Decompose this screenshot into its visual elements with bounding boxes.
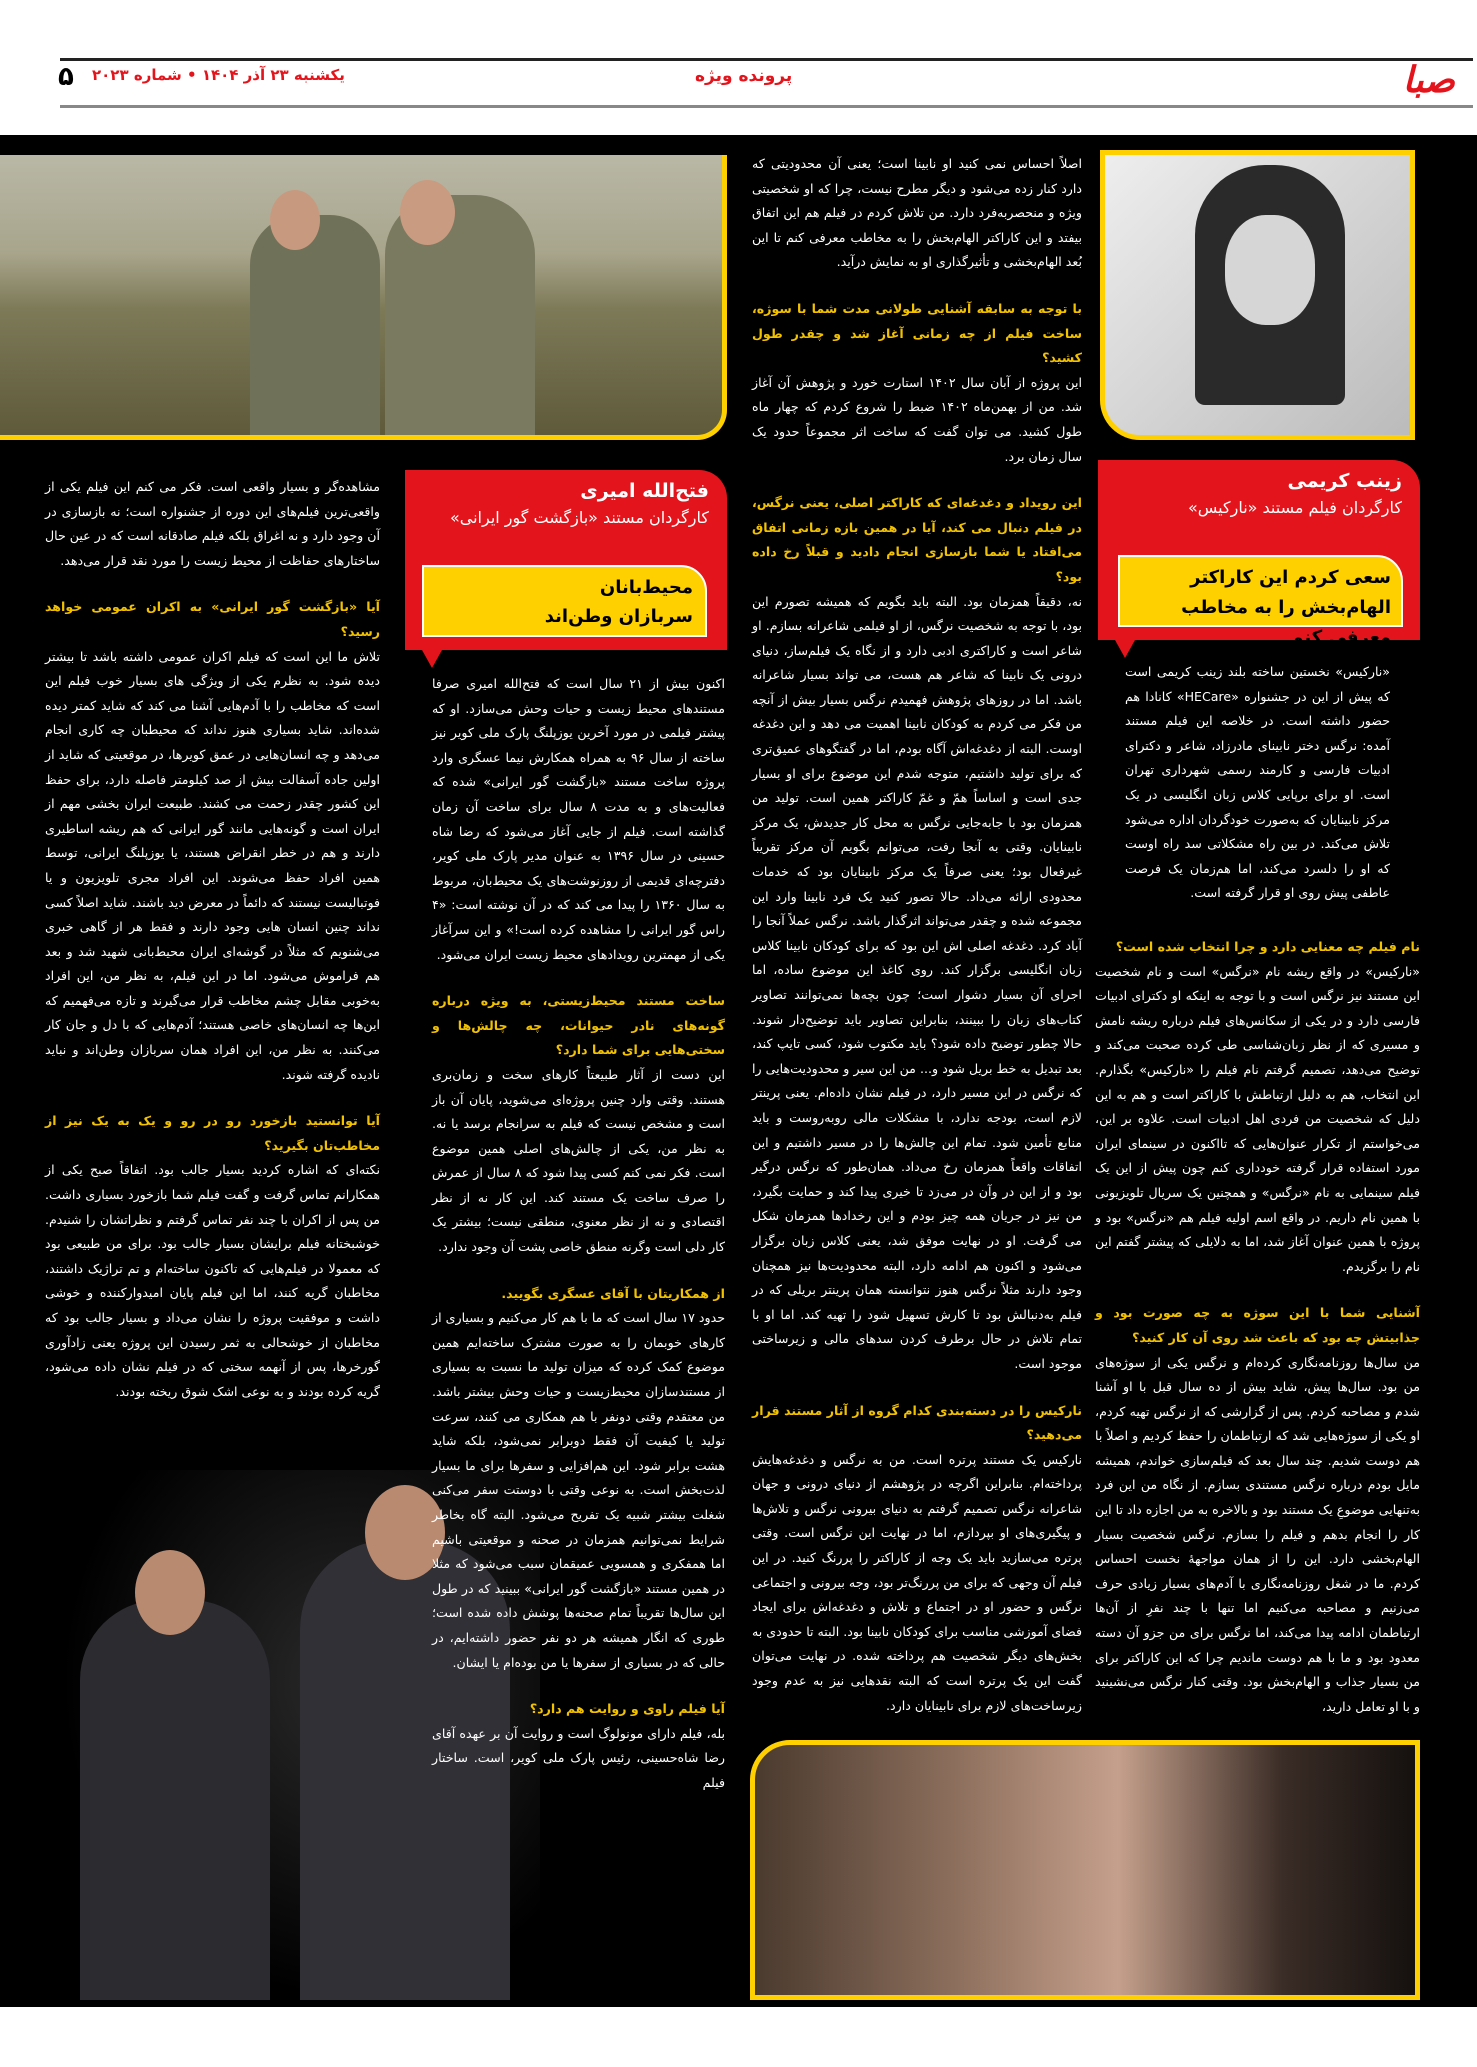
question: آیا توانستید بازخورد رو در رو و یک به یک نیز از مخاطب‌تان بگیرید؟ bbox=[45, 1113, 380, 1153]
interviewee-name: زینب کریمی bbox=[1287, 470, 1402, 492]
interviewee-role: کارگردان فیلم مستند «نارکیس» bbox=[1187, 498, 1402, 517]
section-title: پرونده ویژه bbox=[695, 66, 793, 86]
question: آشنایی شما با این سوژه به چه صورت بود و جذابیتش چه بود که باعث شد روی آن کار کنید؟ bbox=[1095, 1305, 1420, 1345]
article-column-middle-left bbox=[432, 672, 725, 1818]
newspaper-logo[interactable]: صبا bbox=[1402, 60, 1455, 101]
portrait-zeinab-karimi bbox=[1100, 150, 1415, 440]
intro-paragraph: «نارکیس» نخستین ساخته بلند زینب کریمی است که پیش از این در جشنواره «HECare» کانادا هم حضور داشته است. در خلاصه این فیلم مستند آمده: نرگس دختر نابینای مادرزاد، شاعر و دکترای ادبیات فارسی و کارمند رسمی شهرداری تهران است. او برای برپایی کلاس زبان انگلیسی در یک مرکز نابینایان که به‌صورت خودگردان اداره می‌شود تلاش می‌کند. در بین راه مشکلاتی سد راه اوست که او را دلسرد می‌کند، اما هم‌زمان یک فرصت عاطفی پیش روی او قرار گرفته است. bbox=[1125, 664, 1390, 901]
headline-line-2: سربازان وطن‌اند bbox=[544, 606, 693, 627]
answer: من سال‌ها روزنامه‌نگاری کرده‌ام و نرگس یکی از سوژه‌های من بود. سال‌ها پیش، شاید بیش از ده سال قبل با او آشنا شدم و مصاحبه کردم. پس از گزارشی که از نرگس تهیه کردم، او یکی از سوژه‌هایی شد که ارتباطمان را حفظ کردیم و اصلاً با هم دوست شدیم. چند سال بعد که فیلم‌سازی خواندم، همیشه مایل بودم درباره نرگس مستندی بسازم. از نگاه من این فرد به‌تنهایی موضوعِ یک مستند بود و بالاخره به من اجازه داد تا این کار را انجام بدهم و فیلم را بسازم. نرگس شخصیت بسیار الهام‌بخشی دارد. این را از همان مواجههٔ نخست احساس کردم. ما در شغل روزنامه‌نگاری با آدم‌های بسیار زیادی حرف می‌زنیم و مصاحبه می‌کنیم اما تنها با چند نفرِ از آن‌ها ارتباطمان ادامه پیدا می‌کند، اما نرگس برای من جزو آن دسته معدود بود و ما با هم دوست ماندیم چرا که این کاراکتر برای من بسیار جذاب و الهام‌بخش بود. وقتی کنار نرگس می‌نشینید و با او تعامل دارید، bbox=[1095, 1354, 1420, 1714]
answer: نکته‌ای که اشاره کردید بسیار جالب بود. اتفاقاً صبح یکی از همکارانم تماس گرفت و گفت فیلم شما بازخورد بسیاری داشت. من پس از اکران با چند نفر تماس گرفتم و نظراتشان را شنیدم. خوشبختانه فیلم برایشان بسیار جالب بود. برای من طبیعی بود که معمولا در فیلم‌هایی که تاکنون ساخته‌ام و تم تراژیک داشتند، مخاطبان گریه کنند، اما این فیلم پایان امیدوارکننده و خوشی داشت و موفقیت پروژه را نشان می‌داد و بسیار جالب بود که مخاطبان از خوشحالی به ثمر رسیدن این پروژه یعنی زادآوری گورخرها، پس از آنهمه سختی که در فیلم نشان داده می‌شود، گریه کرده بودند و به نوعی اشک شوق ریخته بودند. bbox=[45, 1162, 380, 1399]
answer: تلاش ما این است که فیلم اکران عمومی داشته باشد تا بیشتر دیده شود. به نظرم یکی از ویژگی های بسیار خوب فیلم این است که مخاطب را با آدم‌هایی آشنا می کند که شاید کمتر دیده شده‌اند. شاید بسیاری هنوز نداند که محیطبان چه کاری انجام می‌دهد و چه انسان‌هایی در عمق کویرها، در موقعیتی که شاید از اولین جاده آسفالت بیش از صد کیلومتر فاصله دارد، برای حفظ این کشور چقدر زحمت می کشند. طبیعت ایران بخشی مهم از ایران است و گونه‌هایی مانند گور ایرانی که هم ریشه اساطیری دارند و هم در خطر انقراض هستند، یا یوزپلنگ ایرانی، توسط همین افراد حفظ می‌شوند. این افراد مجری تلویزیون و یا فوتبالیست نیستند که دائماً در معرض دید باشند. شاید اصلاً کسی نداند چنین انسان هایی وجود دارند و فقط هر از گاهی خبری می‌شنویم که مثلاً در گوشه‌ای ایران محیط‌بانی شهید شد و بعد هم فراموش می‌شود. اما در این فیلم، به نظر من، این افراد به‌خوبی مقابل چشم مخاطب قرار می‌گیرند و تازه می‌فهمیم که این‌ها چه انسان‌های خاصی هستند؛ آدم‌هایی که با دل و جان کار می‌کنند. به نظر من، این افراد همان سربازان وطن‌اند و نباید نادیده گرفته شوند. bbox=[45, 648, 380, 1082]
question: ساخت مستند محیط‌زیستی، به ویژه درباره گونه‌های نادر حیوانات، چه چالش‌ها و سختی‌هایی برای شما دارد؟ bbox=[432, 993, 725, 1058]
article-column-middle bbox=[752, 152, 1082, 1740]
question: این رویداد و دغدغه‌ای که کاراکتر اصلی، یعنی نرگس، در فیلم دنبال می کند، آیا در همین بازه زمانی اتفاق می‌افتاد یا شما بازسازی انجام دادید و قبلاً رخ داده بود؟ bbox=[752, 495, 1082, 584]
article-column-left bbox=[45, 475, 380, 1426]
photo-nargis-children-event bbox=[750, 1740, 1420, 2000]
question: نارکیس را در دسته‌بندی کدام گروه از آثار مستند قرار می‌دهید؟ bbox=[752, 1402, 1082, 1443]
answer: این پروژه از آبان سال ۱۴۰۲ استارت خورد و پژوهش آن آغاز شد. من از بهمن‌ماه ۱۴۰۲ ضبط را شروع کردم که چهار ماه طول کشید. می توان گفت که ساخت اثر مجموعاً حدود یک سال زمان برد. bbox=[752, 374, 1083, 464]
callout-pointer bbox=[422, 650, 442, 668]
question: آیا «بازگشت گور ایرانی» به اکران عمومی خواهد رسید؟ bbox=[45, 599, 380, 639]
date-issue: یکشنبه ۲۳ آذر ۱۴۰۴ • شماره ۲۰۲۳ bbox=[92, 66, 345, 84]
interviewee-name: فتح‌الله امیری bbox=[580, 480, 709, 502]
answer: حدود ۱۷ سال است که ما با هم کار می‌کنیم و بسیاری از کارهای خوبمان را به صورت مشترک ساخته‌ایم همین موضوع کمک کرده که میزان تولید ما نسبت به بسیاری از مستندسازان محیط‌زیست و حیات وحش بیشتر باشد. من معتقدم وقتی دونفر با هم همکاری می کنند، سرعت تولید یا کیفیت آن فقط دوبرابر نمی‌شود، بلکه شاید هشت برابر شود. این هم‌افزایی و سفرها برای ما بسیار لذت‌بخش است. به نوعی وقتی با دوستت سفر می‌کنی شغلت بیشتر شبیه یک تفریح می‌شود. البته گاه بخاطر شرایط نمی‌توانیم همزمان در صحنه و موقعیتی باشیم اما همفکری و همسویی عمیقمان سبب می‌شود که مثلا در همین مستند «بازگشت گور ایرانی» ببینید که در طول این سال‌ها تقریباً تمام صحنه‌ها پوشش داده شده است؛ طوری که انگار همیشه هر دو نفر حضور داشته‌ایم، در حالی که در بسیاری از سفرها یا من بوده‌ام یا ایشان. bbox=[432, 1310, 725, 1670]
photo-two-filmmakers-landscape bbox=[0, 155, 727, 440]
answer: «نارکیس» در واقع ریشه نام «نرگس» است و نام شخصیت این مستند نیز نرگس است و با توجه به اینکه او دکترای ادبیات فارسی دارد و در یکی از سکانس‌های فیلم درباره ریشه نامش و مسیری که از نظر زبان‌شناسی طی کرده صحبت می‌کند و توضیح می‌دهد، تصمیم گرفتم نام فیلم را «نارکیس» بگذارم. این انتخاب، هم به دلیل ارتباطش با کاراکتر است و هم به این دلیل که شخصیت من فردی اهل ادبیات است. علاوه بر این، می‌خواستم از تکرار عنوان‌هایی که تااکنون در سینمای ایران مورد استفاده قرار گرفته خودداری کنم چون پیش از این یک فیلم سینمایی به نام «نرگس» و همچنین یک سریال تلویزیونی با همین نام داریم. در واقع اسم اولیه فیلم هم «نرگس» بود و پروژه با همین عنوان آغاز شد، اما به دلایلی که پیشتر گفتم این نام را برگزیدم. bbox=[1095, 963, 1420, 1274]
article-intro-karimi bbox=[1125, 660, 1390, 928]
answer: اصلاً احساس نمی کنید او نابینا است؛ یعنی آن محدودیتی که دارد کنار زده می‌شود و دیگر مطرح نیست، چرا که او شخصیتی ویژه و منحصربه‌فرد دارد. من تلاش کردم در فیلم هم این اتفاق بیفتد و این کاراکتر الهام‌بخش را به مخاطب معرفی کنم تا این بُعد الهام‌بخشی و تأثیرگذاری او به نمایش درآید. bbox=[752, 156, 1082, 270]
headline: سعی کردم این کاراکتر الهام‌بخش را به مخاطب معرفی کنم bbox=[1181, 567, 1391, 648]
header-bottom-rule bbox=[60, 105, 1473, 108]
answer: بله، فیلم دارای مونولوگ است و روایت آن بر عهده آقای رضا شاه‌حسینی، رئیس پارک ملی کویر، است. ساختار فیلم bbox=[432, 1725, 725, 1790]
article-column-right bbox=[1095, 935, 1420, 1741]
headline-box-amiri bbox=[422, 565, 707, 637]
answer: نارکیس یک مستند پرتره است. من به نرگس و دغدغه‌هایش پرداخته‌ام. بنابراین اگرچه در پژوهشم از دنیای درونی و جهان شاعرانه نرگس تصمیم گرفتم به دنیای بیرونی نرگس و تلاش‌ها و پیگیری‌های او بپردازم، اما در نهایت این نرگس است. وقتی پرتره می‌سازید باید یک وجه از کاراکتر را پررنگ کنید. در این فیلم آن وجهی که برای من پررنگ‌تر بود، وجه بیرونی و اجتماعی نرگس و حضور او در اجتماع و تلاش و دغدغه‌اش برای ایجاد فضای آموزشی مناسب برای کودکان نابینا بود. البته تا حدودی به بخش‌های دیگر شخصیت هم پرداخته شده. در نهایت می‌توان گفت این یک پرتره است که البته نقدهایی نیز به عدم وجود زیرساخت‌های لازم برای نابینایان دارد. bbox=[752, 1451, 1082, 1713]
question: از همکاریتان با آقای عسگری بگویید. bbox=[501, 1285, 725, 1301]
question: با توجه به سابقه آشنایی طولانی مدت شما با سوژه، ساخت فیلم از چه زمانی آغاز شد و چقدر طول کشید؟ bbox=[752, 300, 1082, 366]
intro-paragraph: اکنون بیش از ۲۱ سال است که فتح‌الله امیری صرفا مستندهای محیط زیست و حیات وحش می‌سازد. او که پیشتر فیلمی در مورد آخرین یوزپلنگ پارک ملی کویر نیز ساخته از سال ۹۶ به همراه همکارش نیما عسگری وارد پروژه ساخت مستند «بازگشت گور ایرانی» شده که فعالیت‌های و به مدت ۸ سال برای ساخت آن زمان گذاشته است. فیلم از جایی آغاز می‌شود که رضا شاه حسینی در سال ۱۳۹۶ به عنوان مدیر پارک ملی کویر، دفترچه‌ای قدیمی از روزنوشت‌های یک محیط‌بان، مربوط به سال ۱۳۶۰ را پیدا می کند که در آن نوشته است: «۴ راس گور ایرانی را مشاهده کرده است!» و این سرآغاز یکی از مهمترین رویدادهای محیط زیست ایران می‌شود. bbox=[432, 676, 726, 962]
page-number: ۵ bbox=[58, 62, 74, 92]
callout-pointer bbox=[1115, 640, 1135, 658]
header-top-rule bbox=[60, 58, 1473, 61]
answer: این دست از آثار طبیعتاً کارهای سخت و زمان‌بری هستند. وقتی وارد چنین پروژه‌ای می‌شوید، پایان آن باز است و مشخص نیست که فیلم به سرانجام برسد یا نه. به نظر من، یکی از چالش‌های اصلی همین موضوع است. فکر نمی کنم کسی پیدا شود که ۸ سال از عمرش را صرف ساخت یک مستند کند. این کار نه از نظر اقتصادی و نه از نظر معنوی، منطقی نیست؛ بیشتر یک کار دلی است وگرنه منطق خاصی پشت آن وجود ندارد. bbox=[432, 1066, 725, 1255]
question: آیا فیلم راوی و روایت هم دارد؟ bbox=[529, 1701, 725, 1717]
headline-box-karimi bbox=[1118, 555, 1403, 648]
headline-line-1: محیط‌بانان bbox=[599, 577, 693, 598]
answer: مشاهده‌گر و بسیار واقعی است. فکر می کنم این فیلم یکی از واقعی‌ترین فیلم‌های این دوره از جشنواره است؛ نه بازسازی در آن وجود دارد و نه اغراق بلکه فیلم صادقانه است که در عین حال ساختارهای حفاظت از محیط زیست را مورد نقد قرار می‌دهد. bbox=[45, 479, 380, 568]
interviewee-role: کارگردان مستند «بازگشت گور ایرانی» bbox=[449, 508, 709, 527]
answer: نه، دقیقاً همزمان بود. البته باید بگویم که همیشه تصورم این بود، با توجه به شخصیت نرگس، از او فیلمی شاعرانه بسازم. او شاعر است و کاراکتری ادبی دارد و از نگاه یک فیلم‌ساز، دنیای درونی یک نابینا که شاعر هم هست، می تواند بسیار شاعرانه باشد. اما در روزهای پژوهش فهمیدم نرگس بسیار بیش از آنچه من فکر می کردم به کودکان نابینا اهمیت می دهد و این دغدغه اوست. البته از دغدغه‌اش آگاه بودم، اما در گفتگوهای عمیق‌تری که برای تولید داشتیم، متوجه شدم این موضوع برای او بسیار جدی است و اساساً همّ و غمّ کاراکتر همین است. تولید من همزمان بود با جابه‌جایی نرگس به محل کار جدیدش، یک مرکز نابینایان. وقتی به آنجا رفت، می‌توانم بگویم آن مرکز تقریباً غیرفعال بود؛ یعنی صرفاً یک مرکز نابینایان بود که خدمات محدودی ارائه می‌داد. حالا تصور کنید یک فرد نابینا وارد این مجموعه شده و چقدر می‌تواند اثرگذار باشد. نرگس عملاً آنجا را آباد کرد. دغدغه اصلی اش این بود که برای کودکان نابینا کلاس زبان انگلیسی برگزار کند. روی کاغذ این موضوع ساده، اما اجرای آن بسیار دشوار است؛ چون بچه‌ها نمی‌توانند تصاویر کتاب‌های زبان را ببینند، بنابراین تصاویر باید توضیح‌دار شوند. حالا چطور توضیح داده شود؟ باید مکتوب شود، کسی تایپ کند، بعد تبدیل به خط بریل شود و... من این سیر و محدودیت‌هایی را که نرگس در این مسیر دارد، در فیلم نشان داده‌ام. یعنی پرینتر لازم است، بودجه ندارد، با مشکلات مالی روبه‌روست و باید منابع تأمین شود. تمام این چالش‌ها را در مسیر داشتیم و این اتفاقات واقعاً همزمان رخ می‌داد. همان‌طور که نرگس درگیر بود و از این در وآن در می‌زد تا خیری پیدا کند و حمایت بگیرد، من نیز در جریان همه چیز بودم و این رخدادها همزمان شکل می گرفت. او در نهایت موفق شد، یعنی کلاس زبان برگزار می‌شود و اکنون هم ادامه دارد، البته محدودیت‌ها نیز همچنان وجود دارند مثلاً نرگس هنوز نتوانسته همان پرینتر بریلی که در فیلم به‌دنبالش بود تا کارش تسهیل شود را تهیه کند. اما او با تمام تلاش در حال برطرف کردن سدهای مالی و زیرساختی موجود است. bbox=[752, 593, 1082, 1371]
question: نام فیلم چه معنایی دارد و چرا انتخاب شده است؟ bbox=[1115, 939, 1420, 954]
